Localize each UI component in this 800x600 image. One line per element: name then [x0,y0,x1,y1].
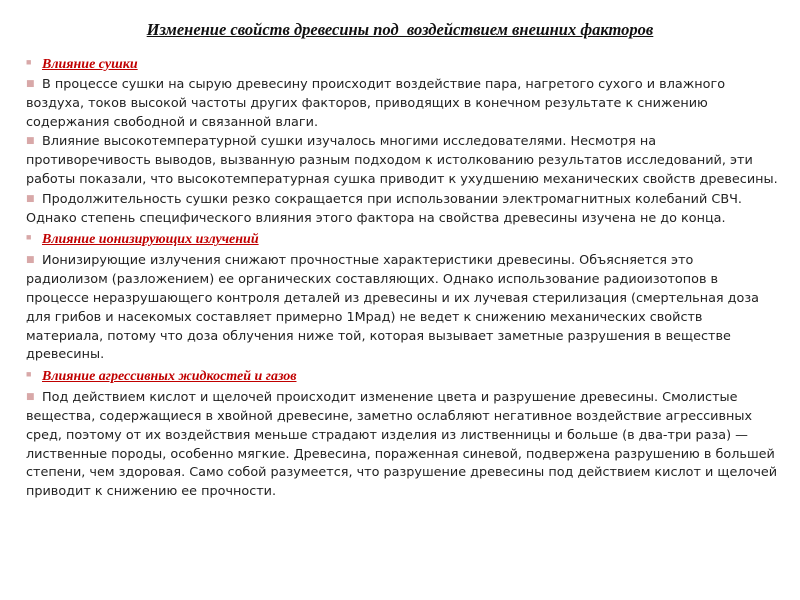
document-body [26,54,778,502]
paragraph-text: В процессе сушки на сырую древесину происходит воздействие пара, нагретого сухого и влажного воздуха, токов высокой частоты других факторов, приводящих в конечном результате к снижению содержания свободной и связанной влаги. [26,77,726,130]
section-heading-radiation [26,229,778,251]
bullet-marker-icon: ■ [26,57,32,67]
bullet-marker-icon: ■ [26,232,32,243]
paragraph [26,133,778,189]
paragraph [26,191,778,229]
bullet-marker-icon: ■ [26,392,35,403]
paragraph-text: Под действием кислот и щелочей происходит изменение цвета и разрушение древесины. Смолистые вещества, содержащиеся в хвойной древесине, заметно ослабляют негативное воздействие агрессивных сред, поэтому от их воздействия меньше страдают изделия из лиственницы и больше (в два-три раза) — лиственные породы, особенно мягкие. Древесина, пораженная синевой, подвержена разрушению в большей степени, чем здоровая. Само собой разумеется, что разрушение древесины под действием кислот и щелочей приводит к снижению ее прочности. [26,390,778,500]
paragraph-text: Влияние высокотемпературной сушки изучалось многими исследователями. Несмотря на противоречивость выводов, вызванную разным подходом к истолкованию результатов исследований, эти работы показали, что высокотемпературная сушка приводит к ухудшению механических свойств древесины. [26,134,778,187]
bullet-marker-icon: ■ [26,369,32,380]
paragraph-text: Продолжительность сушки резко сокращается при использовании электромагнитных колебаний СВЧ. Однако степень специфического влияния этого фактора на свойства древесины изучена не до конца. [26,191,742,226]
paragraph-text: Ионизирующие излучения снижают прочностные характеристики древесины. Объясняется это радиолизом (разложением) ее органических составляющих. Однако использование радиоизотопов в процессе неразрушающего контроля деталей из древесины и их лучевая стерилизация (смертельная доза для грибов и насекомых составляет примерно 1Мрад) не ведет к снижению механических свойств материала, потому что доза облучения ниже той, которая вызывает заметные разрушения в веществе древесины. [26,253,760,363]
page-title: Изменение свойств древесины под воздействием внешних факторов [146,20,654,39]
bullet-marker-icon: ■ [26,193,35,204]
section-heading-text: Влияние агрессивных жидкостей и газов [42,369,297,385]
paragraph [26,252,778,365]
section-heading-aggressive-media [26,366,778,388]
bullet-marker-icon: ■ [26,136,35,147]
section-heading-text: Влияние сушки [42,57,138,72]
bullet-marker-icon: ■ [26,79,35,89]
section-heading-drying [26,54,778,76]
section-heading-text: Влияние ионизирующих излучений [42,232,259,248]
bullet-marker-icon: ■ [26,255,35,266]
paragraph [26,76,778,132]
paragraph [26,389,778,502]
